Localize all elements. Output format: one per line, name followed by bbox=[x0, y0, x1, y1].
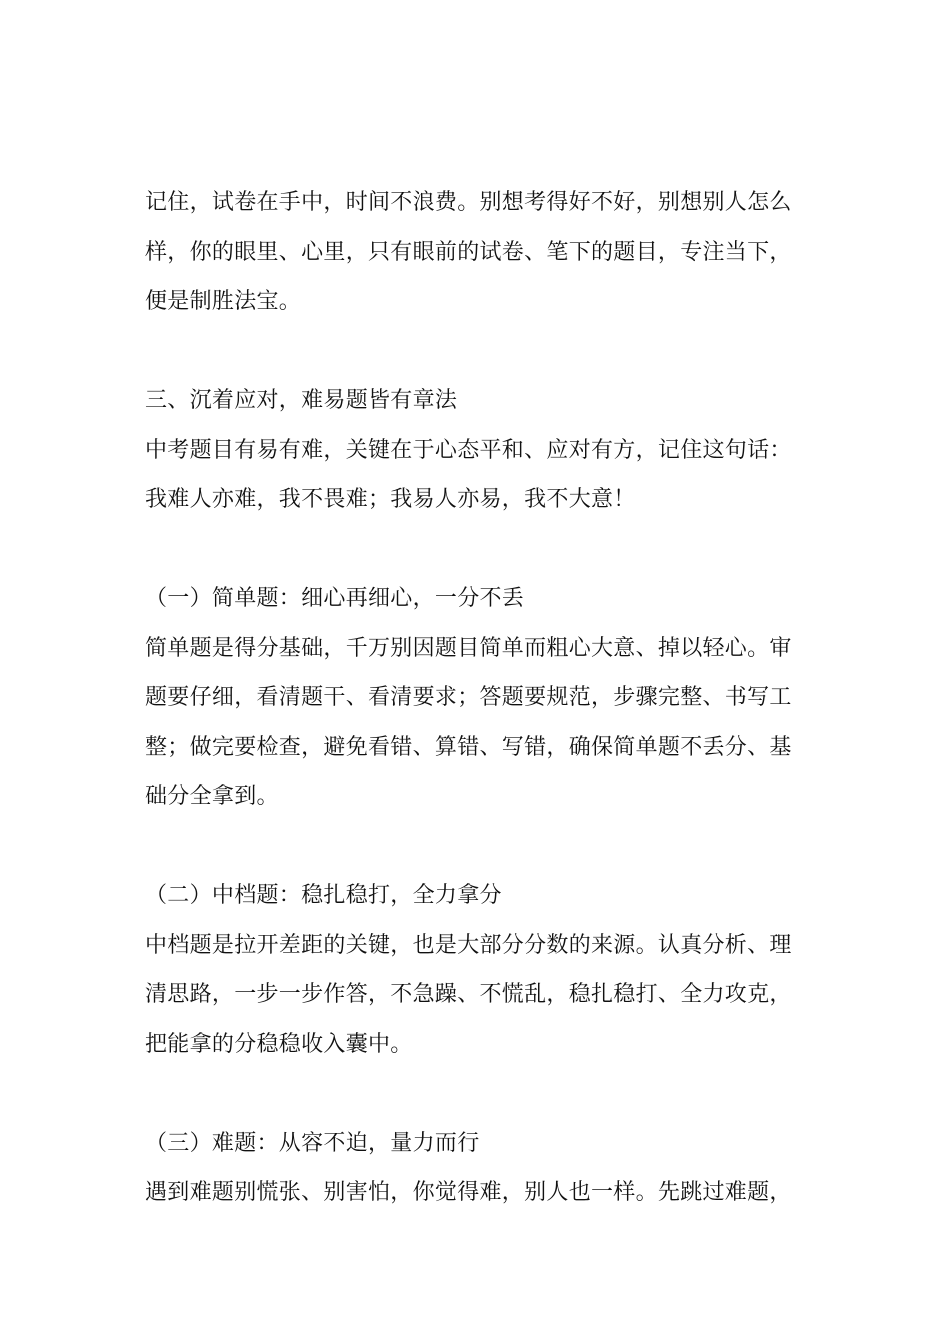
subsection-heading-easy: （一）简单题：细心再细心，一分不丢 bbox=[145, 586, 525, 611]
paragraph-gap bbox=[145, 1069, 810, 1119]
section-heading-three: 三、沉着应对，难易题皆有章法 bbox=[145, 388, 458, 413]
document-body bbox=[145, 178, 810, 1218]
text-line: 中档题是拉开差距的关键，也是大部分分数的来源。认真分析、理 bbox=[145, 932, 792, 958]
text-line: 整；做完要检查，避免看错、算错、写错，确保简单题不丢分、基 bbox=[145, 734, 792, 760]
subsection-heading-medium: （二）中档题：稳扎稳打，全力拿分 bbox=[145, 883, 502, 908]
text-line: 题要仔细，看清题干、看清要求；答题要规范，步骤完整、书写工 bbox=[145, 685, 792, 710]
text-line: 遇到难题别慌张、别害怕，你觉得难，别人也一样。先跳过难题， bbox=[145, 1180, 792, 1205]
paragraph-gap bbox=[145, 525, 810, 575]
paragraph-focus-present bbox=[145, 178, 810, 327]
text-line: 我难人亦难，我不畏难；我易人亦易，我不大意！ bbox=[145, 487, 636, 512]
text-line: 样，你的眼里、心里，只有眼前的试卷、笔下的题目，专注当下， bbox=[145, 239, 792, 265]
text-line: 清思路，一步一步作答，不急躁、不慌乱，稳扎稳打、全力攻克， bbox=[145, 982, 792, 1007]
paragraph-hard-questions bbox=[145, 1168, 810, 1218]
paragraph-gap bbox=[145, 327, 810, 377]
text-line: 便是制胜法宝。 bbox=[145, 289, 302, 314]
paragraph-exam-difficulty bbox=[145, 426, 810, 525]
paragraph-medium-questions bbox=[145, 921, 810, 1070]
text-line: 简单题是得分基础，千万别因题目简单而粗心大意、掉以轻心。审 bbox=[145, 635, 792, 661]
text-line: 础分全拿到。 bbox=[145, 784, 279, 809]
text-line: 中考题目有易有难，关键在于心态平和、应对有方，记住这句话： bbox=[145, 437, 792, 463]
text-line: 把能拿的分稳稳收入囊中。 bbox=[145, 1031, 413, 1057]
subsection-heading-hard: （三）难题：从容不迫，量力而行 bbox=[145, 1130, 480, 1156]
paragraph-easy-questions bbox=[145, 624, 810, 822]
paragraph-gap bbox=[145, 822, 810, 872]
text-line: 记住，试卷在手中，时间不浪费。别想考得好不好，别想别人怎么 bbox=[145, 190, 792, 215]
